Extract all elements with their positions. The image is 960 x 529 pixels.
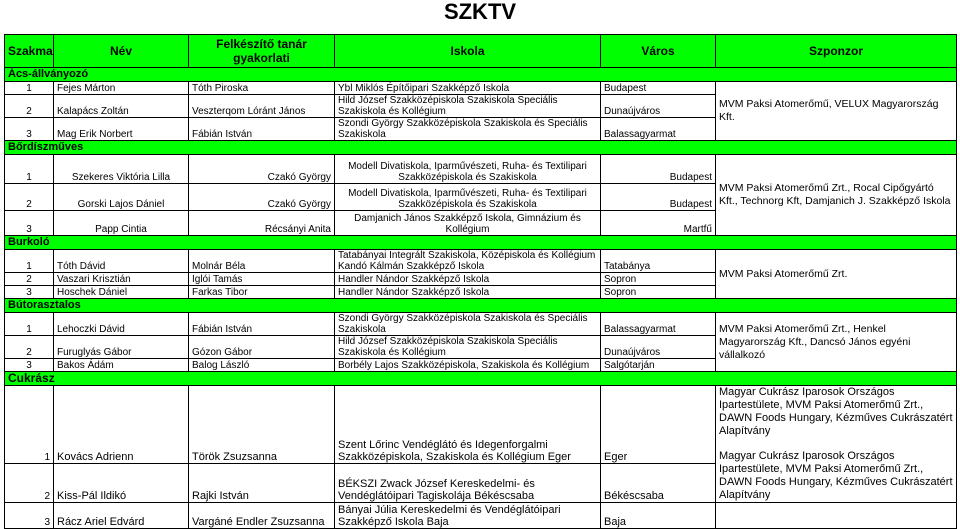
name-cell: Mag Erik Norbert [54,118,189,141]
name-cell: Gorski Lajos Dániel [54,184,189,211]
city-cell: Békéscsaba [601,464,716,503]
school-cell: Modell Divatiskola, Iparművészeti, Ruha- és Textilipari Szakközépiskola és Szakiskola [335,155,601,184]
table-row [5,313,957,336]
sponsor-text: Magyar Cukrász Iparosok Országos Ipartestülete, MVM Paksi Atomerőmű Zrt., DAWN Foods Hungary, Kézműves Cukrászatért Alapítvány [719,450,953,501]
rank-cell: 1 [5,250,54,273]
school-cell: Modell Divatiskola, Iparművészeti, Ruha- és Textilipari Szakközépiskola és Szakiskola [335,184,601,211]
teacher-cell: Fábián István [189,118,335,141]
name-cell: Kalapács Zoltán [54,95,189,118]
section-header: Burkoló [5,236,957,250]
rank-cell: 3 [5,503,54,529]
sponsor-cell [716,503,957,529]
school-cell: Damjanich János Szakképző Iskola, Gimnázium és Kollégium [335,211,601,236]
col-header-szponzor: Szponzor [716,35,957,68]
rank-cell: 2 [5,95,54,118]
name-cell: Rácz Ariel Edvárd [54,503,189,529]
teacher-cell: Fábián István [189,313,335,336]
sponsor-cell: MVM Paksi Atomerőmű, VELUX Magyarország Kft. [716,82,957,141]
city-cell: Budapest [601,155,716,184]
teacher-cell: Török Zsuzsanna [189,386,335,464]
city-cell: Budapest [601,184,716,211]
name-cell: Hoschek Dániel [54,286,189,299]
school-cell: Tatabányai Integrált Szakiskola, Középiskola és Kollégium Kandó Kálmán Szakképző Iskola [335,250,601,273]
name-cell: Papp Cintia [54,211,189,236]
col-header-varos: Város [601,35,716,68]
school-cell: Szent Lőrinc Vendéglátó és Idegenforgalmi Szakközépiskola, Szakiskola és Kollégium Eger [335,386,601,464]
teacher-cell: Vargáné Endler Zsuzsanna [189,503,335,529]
col-header-iskola: Iskola [335,35,601,68]
teacher-cell: Czakó György [189,155,335,184]
section-header: Cukrász [5,372,957,386]
school-cell: Ybl Miklós Építőipari Szakképző Iskola [335,82,601,95]
city-cell: Salgótarján [601,359,716,372]
school-cell: Handler Nándor Szakképző Iskola [335,273,601,286]
name-cell: Furuglyás Gábor [54,336,189,359]
teacher-cell: Gózon Gábor [189,336,335,359]
table-row [5,386,957,464]
section-header: Bútorasztalos [5,299,957,313]
rank-cell: 1 [5,82,54,95]
col-header-tanar: Felkészítő tanár gyakorlati [189,35,335,68]
teacher-cell: Veszterqom Lóránt János [189,95,335,118]
school-cell: Handler Nándor Szakképző Iskola [335,286,601,299]
name-cell: Fejes Márton [54,82,189,95]
section-header: Ács-állványozó [5,68,957,82]
rank-cell: 2 [5,184,54,211]
teacher-cell: Iglói Tamás [189,273,335,286]
city-cell: Sopron [601,273,716,286]
table-row [5,82,957,95]
school-cell: Bányai Júlia Kereskedelmi és Vendéglátóipari Szakképző Iskola Baja [335,503,601,529]
rank-cell: 2 [5,273,54,286]
city-cell: Sopron [601,286,716,299]
sponsor-cell: MVM Paksi Atomerőmű Zrt., Rocal Cipőgyártó Kft., Technorg Kft, Damjanich J. Szakképző Iskola [716,155,957,236]
school-cell: BÉKSZI Zwack József Kereskedelmi- és Vendéglátóipari Tagiskolája Békéscsaba [335,464,601,503]
city-cell: Balassagyarmat [601,118,716,141]
col-header-nev: Név [54,35,189,68]
name-cell: Szekeres Viktória Lilla [54,155,189,184]
rank-cell: 3 [5,211,54,236]
sponsor-cell: MVM Paksi Atomerőmű Zrt., Henkel Magyarország Kft., Dancsó János egyéni vállalkozó [716,313,957,372]
section-header: Bőrdíszműves [5,141,957,155]
name-cell: Vaszari Krisztián [54,273,189,286]
rank-cell: 3 [5,359,54,372]
sponsor-cell: MVM Paksi Atomerőmű Zrt. [716,250,957,299]
rank-cell: 1 [5,313,54,336]
school-cell: Hild József Szakközépiskola Szakiskola Speciális Szakiskola és Kollégium [335,336,601,359]
teacher-cell: Tóth Piroska [189,82,335,95]
rank-cell: 1 [5,386,54,464]
table-row [5,250,957,273]
school-cell: Szondi György Szakközépiskola Szakiskola és Speciális Szakiskola [335,118,601,141]
name-cell: Bakos Ádám [54,359,189,372]
teacher-cell: Czakó György [189,184,335,211]
teacher-cell: Farkas Tibor [189,286,335,299]
table-row [5,155,957,184]
teacher-cell: Molnár Béla [189,250,335,273]
teacher-cell: Rajki István [189,464,335,503]
table-row [5,503,957,529]
city-cell: Balassagyarmat [601,313,716,336]
school-cell: Szondi György Szakközépiskola Szakiskola és Speciális Szakiskola [335,313,601,336]
name-cell: Lehoczki Dávid [54,313,189,336]
rank-cell: 2 [5,336,54,359]
rank-cell: 1 [5,155,54,184]
sponsor-cell [716,386,957,503]
teacher-cell: Balog László [189,359,335,372]
city-cell: Dunaújváros [601,336,716,359]
page-title: SZKTV [443,0,517,24]
name-cell: Tóth Dávid [54,250,189,273]
city-cell: Baja [601,503,716,529]
name-cell: Kovács Adrienn [54,386,189,464]
teacher-cell: Récsányi Anita [189,211,335,236]
city-cell: Tatabánya [601,250,716,273]
col-header-szakma: Szakma [5,35,54,68]
rank-cell: 3 [5,118,54,141]
sponsor-text: Magyar Cukrász Iparosok Országos Ipartestülete, MVM Paksi Atomerőmű Zrt., DAWN Foods Hungary, Kézműves Cukrászatért Alapítvány [719,386,953,437]
city-cell: Eger [601,386,716,464]
city-cell: Budapest [601,82,716,95]
competition-table [4,34,957,529]
city-cell: Dunaújváros [601,95,716,118]
name-cell: Kiss-Pál Ildikó [54,464,189,503]
school-cell: Borbély Lajos Szakközépiskola, Szakiskola és Kollégium [335,359,601,372]
rank-cell: 2 [5,464,54,503]
rank-cell: 3 [5,286,54,299]
header-row [5,35,957,68]
city-cell: Martfű [601,211,716,236]
school-cell: Hild József Szakközépiskola Szakiskola Speciális Szakiskola és Kollégium [335,95,601,118]
